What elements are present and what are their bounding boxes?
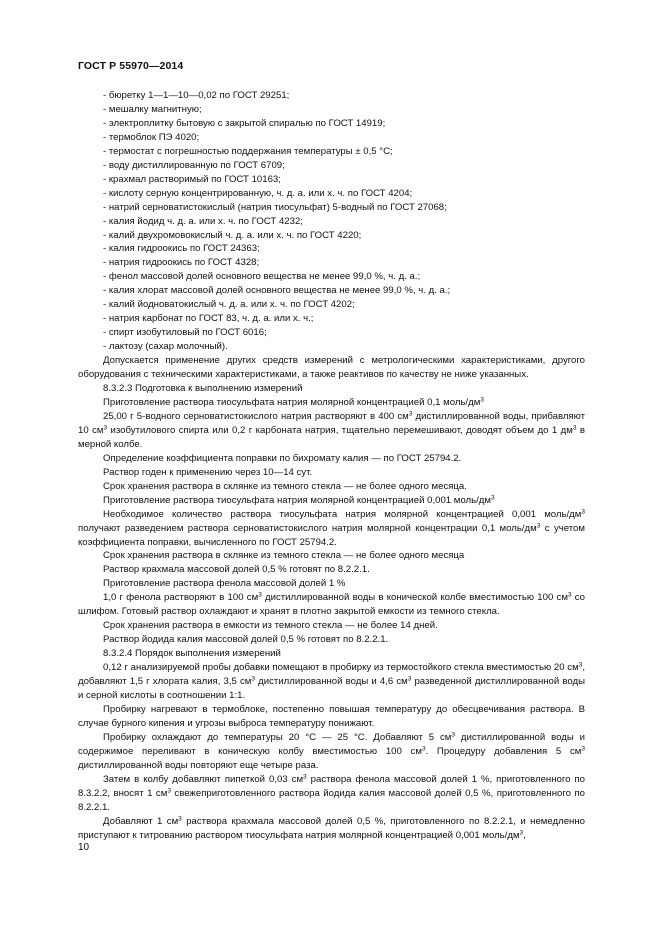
- paragraph-allowed: Допускается применение других средств измерений с метрологическими характеристиками, другого оборудования с техническими характеристиками, а также реактивов по качеству не ниже указанных.: [78, 355, 585, 381]
- paragraph-iodide: Раствор йодида калия массовой долей 0,5 % готовят по 8.2.2.1.: [103, 634, 389, 646]
- list-item: - фенол массовой долей основного вещества не менее 99,0 %, ч. д. а.;: [103, 271, 421, 283]
- paragraph-dilution: Необходимое количество раствора тиосульфата натрия молярной концентрацией 0,001 моль/$дм^3$ получают разведением раствора серноватистокислого натрия молярной концентрации 0,1 моль/$дм^3$ с учетом коэффициента поправки, вычисленного по ГОСТ 25794.2.: [78, 508, 585, 548]
- paragraph-heat: Пробирку нагревают в термоблоке, постепенно повышая температуру до обесцвечивания раствора. В случае бурного кипения и угрозы выброса температуру понижают.: [78, 703, 585, 729]
- list-item: - мешалку магнитную;: [103, 103, 202, 115]
- list-item: - калий двухромовокислый ч. д. а. или х. ч. по ГОСТ 4220;: [103, 229, 362, 241]
- list-item: - натрия карбонат по ГОСТ 83, ч. д. а. или х. ч.;: [103, 313, 314, 325]
- list-item: - калия хлорат массовой долей основного вещества не менее 99,0 %, ч. д. а.;: [103, 285, 451, 297]
- paragraph-storage-3: Срок хранения раствора в емкости из темного стекла — не более 14 дней.: [103, 620, 438, 632]
- list-item: - спирт изобутиловый по ГОСТ 6016;: [103, 327, 267, 339]
- paragraph-25g: 25,00 г 5-водного серноватистокислого натрия растворяют в 400 $см^3$ дистиллированной воды, прибавляют 10 $см^3$ изобутилового спирта или 0,2 г карбоната натрия, тщательно перемешивают, доводят объем до 1 $дм^3$ в мерной колбе.: [78, 410, 585, 450]
- list-item: - крахмал растворимый по ГОСТ 10163;: [103, 173, 281, 185]
- list-item: - термоблок ПЭ 4020;: [103, 131, 200, 143]
- list-item: - натрия гидроокись по ГОСТ 4328;: [103, 257, 260, 269]
- list-item: - натрий серноватистокислый (натрия тиосульфат) 5-водный по ГОСТ 27068;: [103, 201, 447, 213]
- section-heading-8-3-2-3: 8.3.2.3 Подготовка к выполнению измерений: [103, 383, 303, 395]
- paragraph-coefficient: Определение коэффициента поправки по бихромату калия — по ГОСТ 25794.2.: [103, 452, 462, 464]
- paragraph-then: Затем в колбу добавляют пипеткой 0,03 $см^3$ раствора фенола массовой долей 1 %, приготовленного по 8.3.2.2, вносят 1 $см^3$ свежеприготовленного раствора йодида калия массовой долей 0,5 %, приготовленного по 8.2.2.1.: [78, 773, 585, 813]
- list-item: - калия йодид ч. д. а. или х. ч. по ГОСТ 4232;: [103, 215, 303, 227]
- list-item: - лактозу (сахар молочный).: [103, 341, 228, 353]
- section-heading-8-3-2-4: 8.3.2.4 Порядок выполнения измерений: [103, 648, 281, 660]
- list-item: - электроплитку бытовую с закрытой спиралью по ГОСТ 14919;: [103, 117, 386, 129]
- list-item: - термостат с погрешностью поддержания температуры ± 0,5 °С;: [103, 145, 393, 157]
- list-item: - калий йодноватокислый ч. д. а. или х. ч. по ГОСТ 4202;: [103, 299, 355, 311]
- paragraph-starch: Раствор крахмала массовой долей 0,5 % готовят по 8.2.2.1.: [103, 564, 370, 576]
- paragraph-storage-2: Срок хранения раствора в склянке из темного стекла — не более одного месяца: [103, 550, 465, 562]
- list-item: - калия гидроокись по ГОСТ 24363;: [103, 243, 260, 255]
- page-number: 10: [78, 842, 90, 853]
- paragraph-storage-1: Срок хранения раствора в склянке из темного стекла — не более одного месяца.: [103, 480, 467, 492]
- paragraph-sample: 0,12 г анализируемой пробы добавки помещают в пробирку из термостойкого стекла вместимостью 20 $см^3$, добавляют 1,5 г хлората калия, 3,5 $см^3$ дистиллированной воды и 4,6 $см^3$ разведенной дистиллированной воды и серной кислоты в соотношении 1:1.: [78, 661, 585, 701]
- list-item: - бюретку 1—1—10—0,02 по ГОСТ 29251;: [103, 90, 290, 101]
- list-item: - кислоту серную концентрированную, ч. д. а. или х. ч. по ГОСТ 4204;: [103, 187, 413, 199]
- paragraph-titration: Добавляют 1 $см^3$ раствора крахмала массовой долей 0,5 %, приготовленного по 8.2.2.1, и немедленно приступают к титрованию раствором тиосульфата натрия молярной концентрацией 0,001 моль/$дм^3$,: [78, 815, 585, 841]
- paragraph-shelf-life: Раствор годен к применению через 10—14 сут.: [103, 466, 313, 478]
- document-header: ГОСТ Р 55970—2014: [78, 60, 184, 72]
- paragraph-phenol-prep: Приготовление раствора фенола массовой долей 1 %: [103, 578, 346, 590]
- paragraph-prep-0-001: Приготовление раствора тиосульфата натрия молярной концентрацией 0,001 моль/$дм^3$: [103, 494, 495, 506]
- paragraph-cool: Пробирку охлаждают до температуры 20 °С — 25 °С. Добавляют 5 $см^3$ дистиллированной воды и содержимое переливают в коническую колбу вместимостью 100 $см^3$. Процедуру добавления 5 $см^3$ дистиллированной воды повторяют еще четыре раза.: [78, 731, 586, 771]
- paragraph-prep-0-1: Приготовление раствора тиосульфата натрия молярной концентрацией 0,1 моль/$дм^3$: [103, 396, 484, 408]
- document-body: [78, 89, 585, 842]
- list-item: - воду дистиллированную по ГОСТ 6709;: [103, 159, 285, 171]
- equipment-list: [78, 89, 585, 354]
- paragraph-phenol: 1,0 г фенола растворяют в 100 $см^3$ дистиллированной воды в конической колбе вместимостью 100 $см^3$ со шлифом. Готовый раствор охлаждают и хранят в плотно закрытой емкости из темного стекла.: [78, 591, 585, 618]
